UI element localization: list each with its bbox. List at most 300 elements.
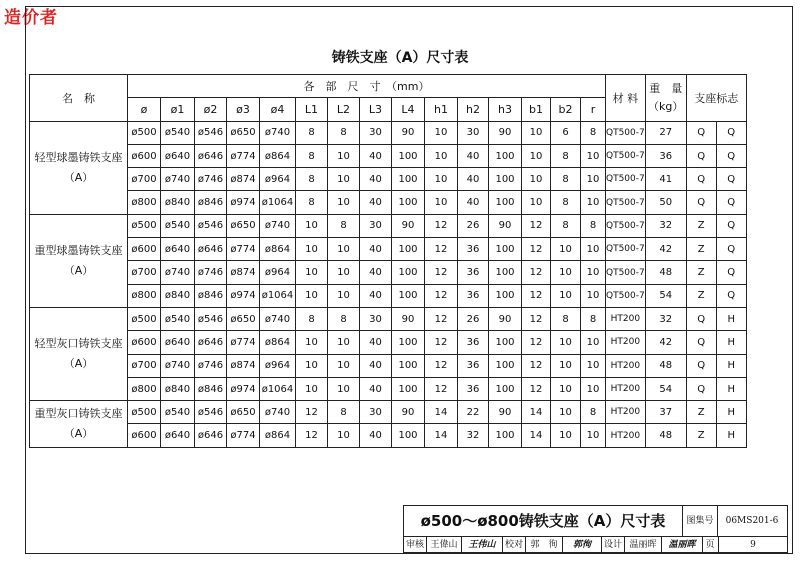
table-cell: 27	[645, 121, 686, 144]
table-cell: 10	[296, 377, 328, 400]
table-cell: ø540	[161, 121, 195, 144]
table-cell: ø774	[227, 238, 260, 261]
table-cell: Q	[716, 121, 746, 144]
table-cell: ø864	[260, 238, 296, 261]
table-row	[30, 377, 747, 400]
table-cell: ø840	[161, 284, 195, 307]
review-label: 审核	[404, 537, 427, 553]
table-cell: 100	[392, 261, 425, 284]
table-cell: 100	[489, 168, 522, 191]
table-cell: Z	[686, 261, 716, 284]
table-cell: 100	[392, 238, 425, 261]
table-cell: ø640	[161, 424, 195, 447]
table-row	[30, 121, 747, 144]
table-cell: ø740	[260, 307, 296, 330]
table-cell: 10	[522, 191, 551, 214]
header-dims-group: 各 部 尺 寸 （mm）	[128, 75, 606, 98]
table-cell: Z	[686, 401, 716, 424]
table-cell: HT200	[606, 354, 646, 377]
table-cell: 100	[489, 331, 522, 354]
page-title: 铸铁支座（A）尺寸表	[331, 50, 469, 66]
table-cell: 8	[581, 121, 606, 144]
atlas-number: 06MS201-6	[725, 516, 779, 526]
table-cell: ø650	[227, 307, 260, 330]
table-cell: ø540	[161, 401, 195, 424]
table-cell: ø1064	[260, 377, 296, 400]
table-cell: 48	[645, 424, 686, 447]
table-cell: H	[716, 307, 746, 330]
table-cell: 10	[581, 238, 606, 261]
table-cell: 100	[392, 168, 425, 191]
table-cell: Z	[686, 424, 716, 447]
table-row	[30, 307, 747, 330]
table-cell: ø974	[227, 191, 260, 214]
table-cell: 40	[360, 168, 392, 191]
table-cell: ø864	[260, 331, 296, 354]
table-cell: 100	[489, 144, 522, 167]
table-cell: 10	[551, 377, 581, 400]
table-cell: 32	[645, 214, 686, 237]
table-cell: 12	[522, 354, 551, 377]
table-cell: 12	[522, 331, 551, 354]
table-cell: 10	[328, 284, 360, 307]
designer-name: 温丽晖	[625, 537, 662, 553]
table-cell: 54	[645, 284, 686, 307]
table-cell: 100	[489, 284, 522, 307]
table-row	[30, 144, 747, 167]
table-cell: ø746	[195, 168, 227, 191]
table-cell: 90	[392, 401, 425, 424]
table-cell: ø874	[227, 168, 260, 191]
header-dim-col: L2	[328, 98, 360, 121]
table-cell: 10	[425, 168, 458, 191]
table-cell: 8	[551, 168, 581, 191]
table-cell: 10	[581, 284, 606, 307]
table-cell: ø540	[161, 307, 195, 330]
table-cell: 8	[328, 214, 360, 237]
table-cell: ø600	[128, 144, 161, 167]
table-cell: 30	[360, 401, 392, 424]
table-cell: Z	[686, 238, 716, 261]
table-cell: 10	[296, 238, 328, 261]
table-cell: ø600	[128, 331, 161, 354]
table-cell: ø746	[195, 354, 227, 377]
table-cell: 30	[360, 214, 392, 237]
dimension-table	[29, 74, 747, 448]
table-cell: 42	[645, 238, 686, 261]
table-cell: 100	[489, 377, 522, 400]
table-cell: 10	[581, 424, 606, 447]
atlas-number-label: 图集号	[683, 506, 718, 536]
group-name: 重型灰口铸铁支座（A）	[30, 401, 128, 448]
table-cell: 8	[581, 214, 606, 237]
table-cell: Q	[716, 261, 746, 284]
table-cell: 40	[360, 191, 392, 214]
table-cell: ø700	[128, 261, 161, 284]
table-cell: 10	[551, 424, 581, 447]
table-cell: 8	[551, 214, 581, 237]
table-cell: 40	[360, 284, 392, 307]
table-cell: ø650	[227, 214, 260, 237]
table-cell: 90	[489, 307, 522, 330]
table-cell: ø640	[161, 331, 195, 354]
header-dim-col: h2	[458, 98, 489, 121]
table-cell: ø800	[128, 377, 161, 400]
page-label: 页	[705, 540, 715, 550]
table-cell: ø500	[128, 401, 161, 424]
header-dim-col: h1	[425, 98, 458, 121]
table-cell: 90	[392, 214, 425, 237]
table-cell: 10	[296, 214, 328, 237]
table-cell: ø846	[195, 284, 227, 307]
table-cell: ø646	[195, 238, 227, 261]
table-cell: ø840	[161, 377, 195, 400]
table-cell: 8	[296, 144, 328, 167]
table-cell: 12	[425, 354, 458, 377]
header-dim-col: r	[581, 98, 606, 121]
table-cell: Q	[686, 144, 716, 167]
table-cell: 12	[425, 214, 458, 237]
table-cell: 10	[328, 331, 360, 354]
table-cell: 8	[328, 307, 360, 330]
header-dim-col: ø3	[227, 98, 260, 121]
table-cell: 10	[328, 424, 360, 447]
table-cell: 100	[489, 354, 522, 377]
header-dim-col: b2	[551, 98, 581, 121]
table-cell: Q	[716, 144, 746, 167]
table-cell: ø546	[195, 121, 227, 144]
table-cell: 8	[328, 121, 360, 144]
table-cell: HT200	[606, 331, 646, 354]
table-cell: QT500-7	[606, 191, 646, 214]
title-block-main-title: ø500～ø800铸铁支座（A）尺寸表	[404, 506, 683, 536]
page-number: 9	[718, 537, 787, 553]
table-cell: ø540	[161, 214, 195, 237]
table-cell: ø500	[128, 214, 161, 237]
table-cell: H	[716, 377, 746, 400]
table-cell: 12	[425, 238, 458, 261]
table-cell: 22	[458, 401, 489, 424]
table-cell: 100	[392, 284, 425, 307]
header-dim-col: ø1	[161, 98, 195, 121]
table-cell: 10	[328, 168, 360, 191]
table-cell: 10	[551, 261, 581, 284]
table-cell: ø646	[195, 331, 227, 354]
table-cell: QT500-7	[606, 168, 646, 191]
table-cell: H	[716, 354, 746, 377]
table-cell: 10	[551, 401, 581, 424]
table-cell: QT500-7	[606, 121, 646, 144]
table-cell: ø840	[161, 191, 195, 214]
table-row	[30, 191, 747, 214]
table-cell: 10	[296, 354, 328, 377]
table-row	[30, 168, 747, 191]
table-cell: 10	[581, 168, 606, 191]
table-row	[30, 354, 747, 377]
table-cell: 12	[522, 238, 551, 261]
table-cell: ø874	[227, 354, 260, 377]
table-cell: QT500-7	[606, 214, 646, 237]
table-cell: ø846	[195, 191, 227, 214]
table-cell: 10	[581, 144, 606, 167]
table-cell: 10	[328, 238, 360, 261]
table-cell: QT500-7	[606, 238, 646, 261]
table-cell: ø640	[161, 144, 195, 167]
table-cell: 40	[360, 377, 392, 400]
table-cell: 100	[392, 331, 425, 354]
table-cell: 40	[360, 144, 392, 167]
table-cell: 36	[458, 377, 489, 400]
table-cell: ø546	[195, 214, 227, 237]
table-cell: Q	[686, 354, 716, 377]
header-dim-col: L3	[360, 98, 392, 121]
table-cell: 8	[551, 191, 581, 214]
table-cell: ø1064	[260, 284, 296, 307]
table-cell: 12	[296, 424, 328, 447]
table-cell: ø500	[128, 307, 161, 330]
table-cell: 30	[360, 307, 392, 330]
table-cell: 12	[522, 377, 551, 400]
header-weight	[645, 75, 686, 122]
reviewer-signature: 王伟山	[462, 537, 503, 553]
table-cell: ø874	[227, 261, 260, 284]
table-cell: 100	[489, 191, 522, 214]
table-cell: 8	[581, 307, 606, 330]
checker-signature: 郭徇	[563, 537, 602, 553]
table-row	[30, 424, 747, 447]
table-cell: 40	[360, 424, 392, 447]
table-cell: 10	[328, 144, 360, 167]
table-cell: 36	[645, 144, 686, 167]
reviewer-name: 王偉山	[427, 537, 462, 553]
table-cell: 40	[360, 331, 392, 354]
table-cell: ø774	[227, 144, 260, 167]
table-cell: 40	[360, 354, 392, 377]
check-label: 校对	[503, 537, 526, 553]
table-cell: 36	[458, 238, 489, 261]
table-cell: ø600	[128, 424, 161, 447]
table-cell: ø846	[195, 377, 227, 400]
table-cell: 100	[489, 424, 522, 447]
table-cell: 10	[522, 121, 551, 144]
table-row	[30, 401, 747, 424]
table-cell: 10	[296, 331, 328, 354]
table-cell: ø864	[260, 424, 296, 447]
table-cell: 8	[296, 307, 328, 330]
header-weight-label: 重 量	[649, 81, 683, 95]
table-cell: 12	[522, 284, 551, 307]
table-cell: 12	[522, 214, 551, 237]
table-cell: Q	[716, 284, 746, 307]
table-cell: ø1064	[260, 191, 296, 214]
table-cell: ø646	[195, 144, 227, 167]
table-cell: ø646	[195, 424, 227, 447]
table-cell: 8	[328, 401, 360, 424]
table-cell: Q	[716, 168, 746, 191]
table-cell: 12	[522, 261, 551, 284]
header-mark: 支座标志	[686, 75, 746, 122]
table-cell: 36	[458, 261, 489, 284]
table-cell: ø964	[260, 354, 296, 377]
checker-name: 郭 徇	[526, 537, 563, 553]
table-cell: 100	[392, 354, 425, 377]
table-cell: 10	[328, 191, 360, 214]
table-cell: 10	[551, 354, 581, 377]
table-cell: 10	[522, 168, 551, 191]
table-cell: QT500-7	[606, 284, 646, 307]
table-cell: 40	[360, 261, 392, 284]
table-cell: 10	[551, 331, 581, 354]
table-cell: 48	[645, 354, 686, 377]
table-cell: 90	[489, 121, 522, 144]
table-cell: 30	[458, 121, 489, 144]
table-cell: 90	[489, 214, 522, 237]
table-cell: ø964	[260, 261, 296, 284]
table-cell: 100	[489, 238, 522, 261]
table-cell: ø650	[227, 401, 260, 424]
table-cell: Q	[686, 121, 716, 144]
table-cell: 90	[392, 307, 425, 330]
table-cell: ø800	[128, 191, 161, 214]
table-cell: 30	[360, 121, 392, 144]
table-row	[30, 284, 747, 307]
table-cell: ø500	[128, 121, 161, 144]
table-cell: 100	[392, 424, 425, 447]
group-name: 轻型球墨铸铁支座（A）	[30, 121, 128, 214]
title-block	[403, 505, 788, 553]
table-cell: 41	[645, 168, 686, 191]
table-cell: ø740	[260, 214, 296, 237]
table-cell: 10	[581, 354, 606, 377]
table-cell: 14	[425, 401, 458, 424]
header-dim-col: b1	[522, 98, 551, 121]
table-cell: 90	[392, 121, 425, 144]
table-cell: 32	[645, 307, 686, 330]
table-cell: Z	[686, 214, 716, 237]
table-cell: 36	[458, 354, 489, 377]
table-cell: Q	[686, 307, 716, 330]
table-row	[30, 331, 747, 354]
table-cell: 10	[425, 144, 458, 167]
table-cell: ø546	[195, 307, 227, 330]
table-cell: 90	[489, 401, 522, 424]
table-cell: 8	[296, 121, 328, 144]
table-cell: 10	[581, 261, 606, 284]
table-cell: ø774	[227, 331, 260, 354]
table-cell: 54	[645, 377, 686, 400]
design-label: 设计	[602, 537, 625, 553]
table-cell: 42	[645, 331, 686, 354]
table-cell: 8	[581, 401, 606, 424]
table-cell: 12	[522, 307, 551, 330]
table-cell: ø700	[128, 168, 161, 191]
table-cell: ø700	[128, 354, 161, 377]
group-name: 重型球墨铸铁支座（A）	[30, 214, 128, 307]
table-cell: 40	[458, 168, 489, 191]
table-cell: ø740	[161, 261, 195, 284]
table-cell: Q	[686, 331, 716, 354]
table-cell: ø740	[161, 354, 195, 377]
table-cell: 8	[296, 191, 328, 214]
table-cell: 32	[458, 424, 489, 447]
table-cell: ø800	[128, 284, 161, 307]
table-cell: 12	[425, 284, 458, 307]
table-cell: ø740	[260, 121, 296, 144]
table-cell: 10	[522, 144, 551, 167]
header-dim-col: L1	[296, 98, 328, 121]
header-dim-col: L4	[392, 98, 425, 121]
table-cell: Q	[716, 214, 746, 237]
table-cell: ø864	[260, 144, 296, 167]
table-row	[30, 214, 747, 237]
table-row	[30, 238, 747, 261]
table-cell: 14	[522, 424, 551, 447]
table-cell: Q	[716, 191, 746, 214]
table-cell: ø964	[260, 168, 296, 191]
table-cell: 48	[645, 261, 686, 284]
table-cell: H	[716, 401, 746, 424]
table-cell: 12	[425, 307, 458, 330]
header-weight-unit: （kg）	[648, 99, 684, 113]
header-dim-col: ø	[128, 98, 161, 121]
table-cell: 10	[328, 261, 360, 284]
table-cell: 40	[458, 191, 489, 214]
table-cell: 10	[551, 238, 581, 261]
designer-signature: 温丽晖	[662, 537, 703, 553]
table-cell: H	[716, 424, 746, 447]
table-cell: 12	[425, 261, 458, 284]
table-cell: QT500-7	[606, 261, 646, 284]
table-cell: 26	[458, 214, 489, 237]
watermark: 造价者	[4, 8, 58, 28]
table-cell: 36	[458, 331, 489, 354]
table-cell: Q	[686, 377, 716, 400]
table-cell: 8	[551, 144, 581, 167]
header-dim-col: ø4	[260, 98, 296, 121]
table-cell: 10	[328, 354, 360, 377]
table-cell: 8	[551, 307, 581, 330]
table-cell: H	[716, 331, 746, 354]
table-cell: 10	[551, 284, 581, 307]
table-cell: 10	[581, 331, 606, 354]
table-row	[30, 261, 747, 284]
table-cell: 10	[328, 377, 360, 400]
table-cell: 100	[392, 144, 425, 167]
table-cell: ø546	[195, 401, 227, 424]
header-dim-col: ø2	[195, 98, 227, 121]
table-cell: 50	[645, 191, 686, 214]
table-cell: ø600	[128, 238, 161, 261]
table-cell: 6	[551, 121, 581, 144]
table-cell: 10	[581, 191, 606, 214]
header-material: 材 料	[606, 75, 646, 122]
table-cell: 14	[522, 401, 551, 424]
table-cell: HT200	[606, 401, 646, 424]
table-cell: 10	[296, 284, 328, 307]
table-cell: ø650	[227, 121, 260, 144]
table-cell: Q	[686, 191, 716, 214]
table-cell: Q	[716, 238, 746, 261]
table-cell: ø774	[227, 424, 260, 447]
table-cell: HT200	[606, 307, 646, 330]
table-cell: 40	[458, 144, 489, 167]
table-cell: 10	[425, 191, 458, 214]
table-cell: 12	[425, 377, 458, 400]
table-cell: 37	[645, 401, 686, 424]
group-name: 轻型灰口铸铁支座（A）	[30, 307, 128, 400]
table-cell: HT200	[606, 424, 646, 447]
header-name: 名 称	[30, 75, 128, 122]
